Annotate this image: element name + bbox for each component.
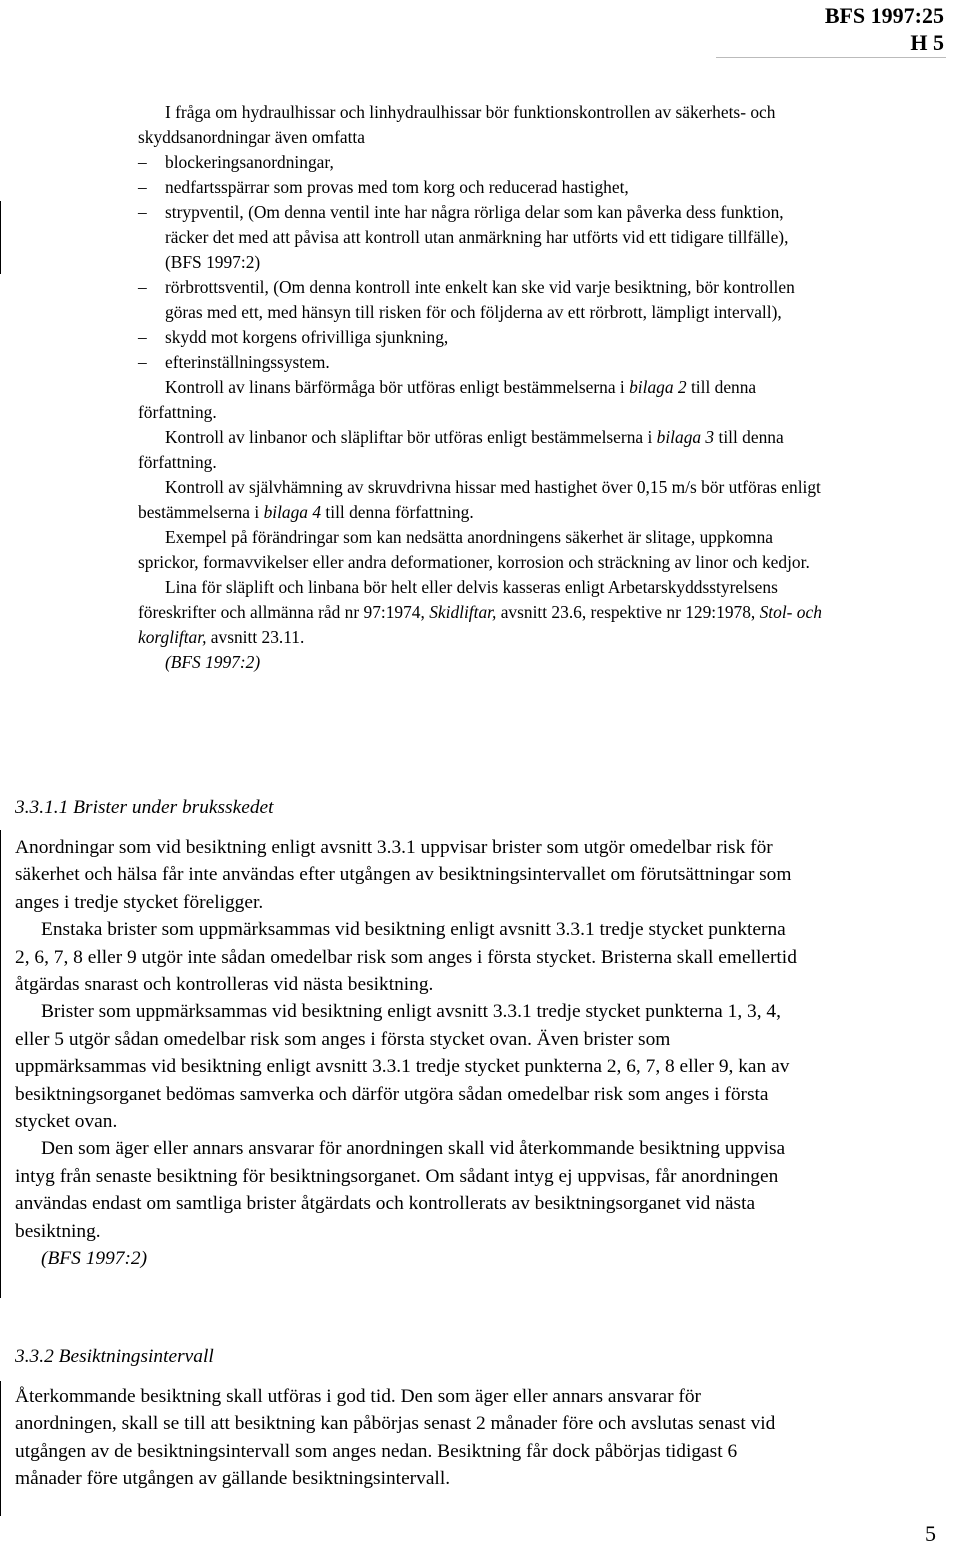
list-item: – blockeringsanordningar, [138,150,828,175]
header-rule [716,57,946,58]
reference-bilaga-4: bilaga 4 [263,502,322,522]
hydraulic-lifts-section [138,100,828,675]
section-besiktningsintervall-body [15,1383,805,1493]
paragraph-linans-barformaga: Kontroll av linans bärförmåga bör utföras enligt bestämmelserna i bilaga 2 till denna författning. [138,377,757,422]
page-number: 5 [925,1521,936,1546]
intro-paragraph: I fråga om hydraulhissar och linhydraulhissar bör funktionskontrollen av säkerhets- och skyddsanordningar även omfatta [138,102,776,147]
paragraph: Återkommande besiktning skall utföras i god tid. Den som äger eller annars ansvarar för anordningen, skall se till att besiktning kan påbörjas senast 2 månader före och avslutas senast vid utgången av de besiktningsintervall som anges nedan. Besiktning får dock påbörjas tidigast 6 månader före utgången av gällande besiktningsintervall. [15,1386,776,1490]
change-bar-besiktningsintervall [0,1381,1,1516]
paragraph-linbanor: Kontroll av linbanor och släpliftar bör utföras enligt bestämmelserna i bilaga 3 till denna författning. [138,427,784,472]
paragraph: Brister som uppmärksammas vid besiktning enligt avsnitt 3.3.1 tredje stycket punkterna 1, 3, 4, eller 5 utgör sådan omedelbar risk som anges i första stycket ovan. Även brister som uppmärksammas vid besiktning enligt avsnitt 3.3.1 tredje stycket punkterna 2, 6, 7, 8 eller 9, kan av besiktningsorganet bedömas samverka och därför utgöra sådan omedelbar risk som anges i första stycket ovan. [15,1001,790,1133]
reference-stol-och-korgliftar: Stol- och korgliftar, [138,602,822,647]
document-code: BFS 1997:25 [824,3,944,28]
section-brister-body [15,834,805,1273]
list-item: – nedfartsspärrar som provas med tom korg och reducerad hastighet, [138,175,828,200]
section-code: H 5 [910,30,944,55]
paragraph: Enstaka brister som uppmärksammas vid besiktning enligt avsnitt 3.3.1 tredje stycket punkterna 2, 6, 7, 8 eller 9 utgör inte sådan omedelbar risk som anges i första stycket. Bristerna skall emellertid åtgärdas snarast och kontrolleras vid nästa besiktning. [15,919,797,996]
reference-bilaga-2: bilaga 2 [629,377,687,397]
bfs-reference: (BFS 1997:2) [41,1248,148,1270]
section-heading-3-3-1-1: 3.3.1.1 Brister under bruksskedet [15,797,274,818]
list-item: – strypventil, (Om denna ventil inte har några rörliga delar som kan påverka dess funktion, räcker det med att påvisa att kontroll utan anmärkning har utförts vid ett tidigare tillfälle), (BFS 1997:2) [138,200,828,275]
paragraph-lina-kassering: Lina för släplift och linbana bör helt eller delvis kasseras enligt Arbetarskyddsstyrelsens föreskrifter och allmänna råd nr 97:1974, Skidliftar, avsnitt 23.6, respektive nr 129:1978, Stol- och korgliftar, avsnitt 23.11. [138,577,822,647]
reference-skidliftar: Skidliftar, [429,602,497,622]
reference-bilaga-3: bilaga 3 [656,427,715,447]
list-item: – skydd mot korgens ofrivilliga sjunkning, [138,325,828,350]
paragraph-sjalvhamning: Kontroll av självhämning av skruvdrivna hissar med hastighet över 0,15 m/s bör utföras enligt bestämmelserna i bilaga 4 till denna författning. [138,477,821,522]
paragraph: Anordningar som vid besiktning enligt avsnitt 3.3.1 uppvisar brister som utgör omedelbar risk för säkerhet och hälsa får inte användas efter utgången av besiktningsintervallet om förutsättningar som anges i tredje stycket föreligger. [15,837,792,913]
section-heading-3-3-2: 3.3.2 Besiktningsintervall [15,1346,214,1367]
bfs-reference: (BFS 1997:2) [165,652,261,672]
list-item: – efterinställningssystem. [138,350,828,375]
list-item: – rörbrottsventil, (Om denna kontroll inte enkelt kan ske vid varje besiktning, bör kontrollen göras med ett, med hänsyn till risken för och följderna av ett rörbrott, lämpligt intervall), [138,275,828,325]
change-bar-brister [0,830,1,1298]
paragraph-exempel: Exempel på förändringar som kan nedsätta anordningens säkerhet är slitage, uppkomna sprickor, formavvikelser eller andra deformationer, korrosion och sträckning av linor och kedjor. [138,527,810,572]
paragraph: Den som äger eller annars ansvarar för anordningen skall vid återkommande besiktning uppvisa intyg från senaste besiktning för besiktningsorganet. Om sådant intyg ej uppvisas, får anordningen användas endast om samtliga brister åtgärdats och kontrollerats av besiktningsorganet vid nästa besiktning. [15,1138,786,1242]
running-header [825,2,944,56]
change-bar-strypventil [0,201,1,274]
